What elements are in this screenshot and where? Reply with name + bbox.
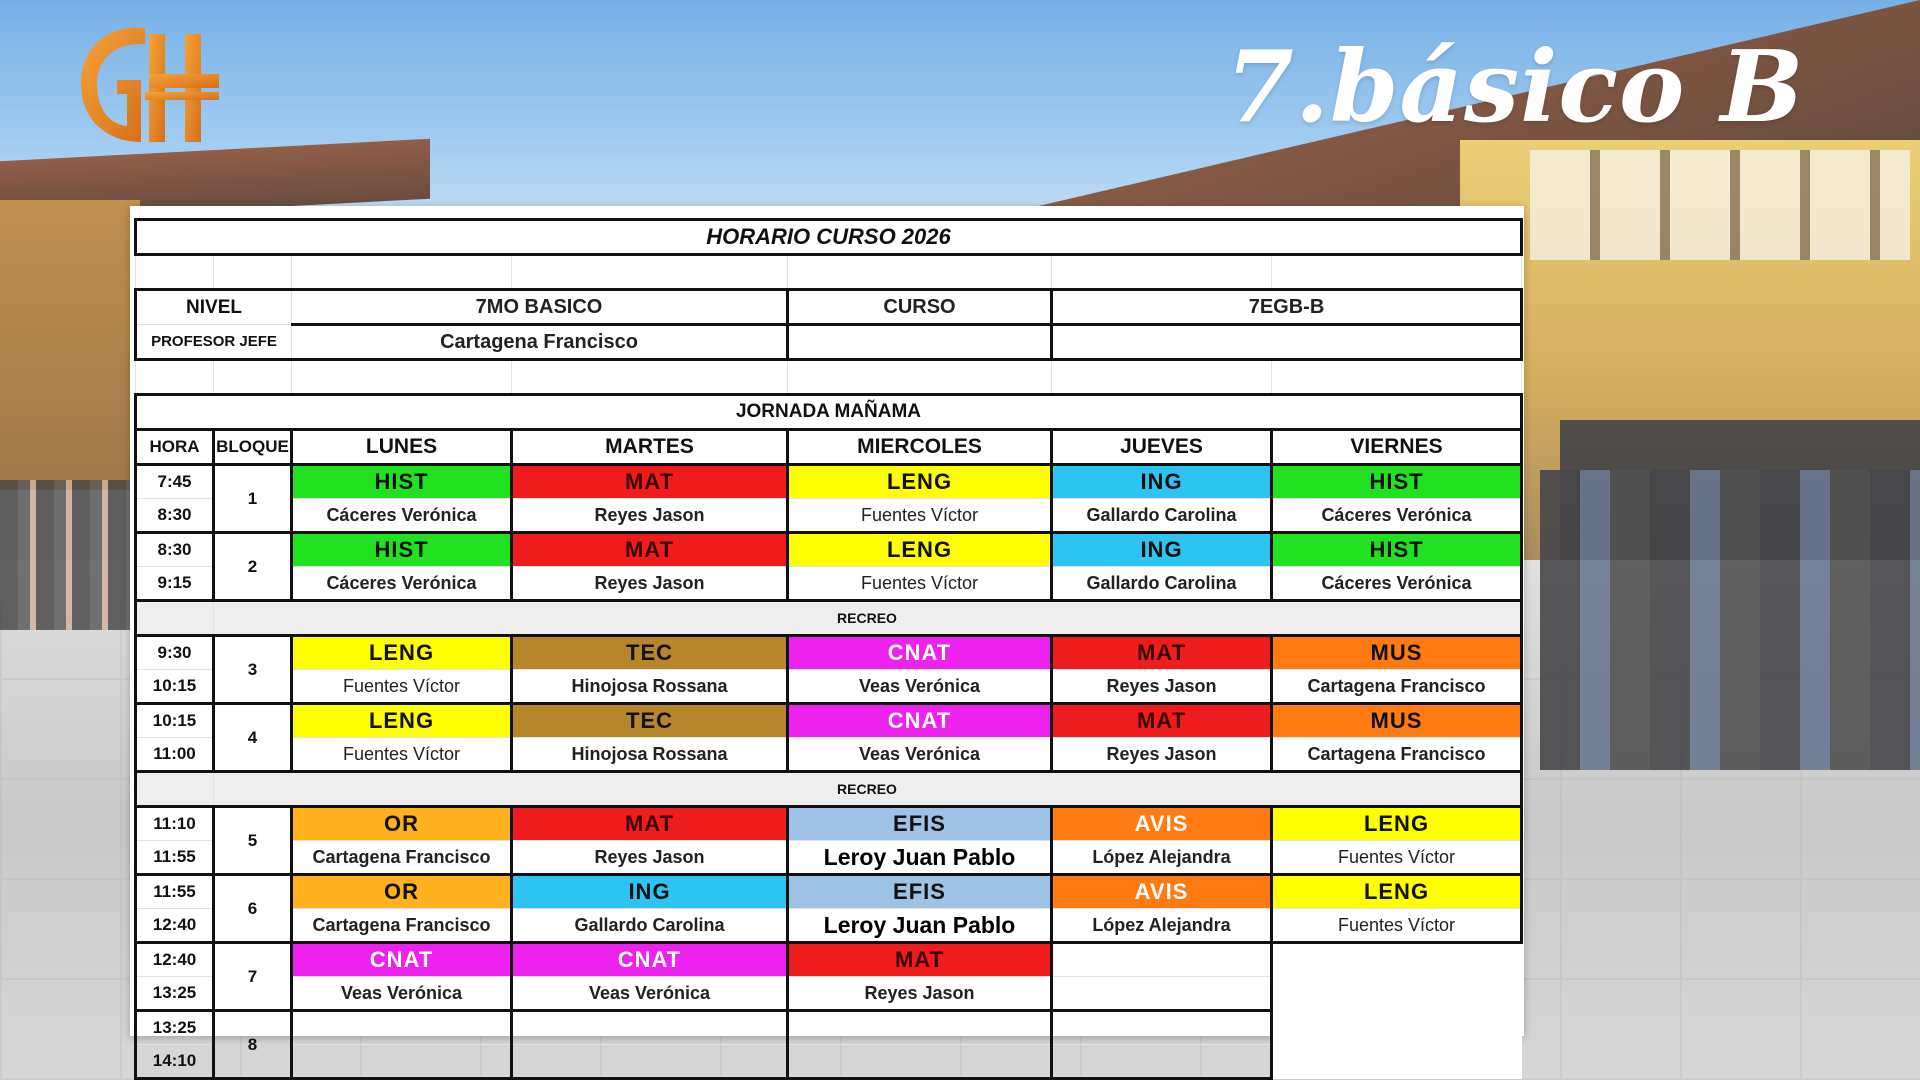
block-number: 6 [214,875,292,943]
subject-cell: HIST [292,465,512,499]
curso-value: 7EGB-B [1052,290,1522,325]
teacher-cell: Fuentes Víctor [292,670,512,704]
subject-cell: CNAT [292,943,512,977]
teacher-cell: Fuentes Víctor [788,567,1052,601]
subject-cell: AVIS [1052,875,1272,909]
teacher-cell: Veas Verónica [788,670,1052,704]
time-start: 10:15 [136,704,214,738]
schedule-sheet [130,206,1524,1070]
subject-cell: LENG [292,636,512,670]
jornada-label: JORNADA MAÑAMA [136,395,1522,430]
subject-cell: LENG [292,704,512,738]
teacher-cell: Cartagena Francisco [1272,738,1522,772]
subject-cell: EFIS [788,875,1052,909]
empty-cell [292,1011,512,1045]
block-number: 2 [214,533,292,601]
day-header: MARTES [512,430,788,465]
block-number: 5 [214,807,292,875]
teacher-cell: Gallardo Carolina [1052,567,1272,601]
subject-cell: LENG [1272,807,1522,841]
nivel-value: 7MO BASICO [292,290,788,325]
subject-cell: MAT [1052,636,1272,670]
teacher-cell: Gallardo Carolina [1052,499,1272,533]
subject-cell: MUS [1272,636,1522,670]
schedule-table [134,218,1523,1080]
hora-header: HORA [136,430,214,465]
subject-cell: HIST [1272,465,1522,499]
curso-extra-cell [788,325,1052,360]
time-start: 8:30 [136,533,214,567]
subject-cell: CNAT [788,636,1052,670]
subject-cell: OR [292,807,512,841]
teacher-cell: Veas Verónica [292,977,512,1011]
teacher-cell: Cartagena Francisco [292,841,512,875]
subject-cell: AVIS [1052,807,1272,841]
teacher-cell: Reyes Jason [512,841,788,875]
teacher-cell: Reyes Jason [1052,738,1272,772]
subject-cell: HIST [292,533,512,567]
empty-cell [1052,977,1272,1011]
time-end: 14:10 [136,1045,214,1079]
teacher-cell: Reyes Jason [788,977,1052,1011]
recreo-label: RECREO [214,772,1522,807]
teacher-cell: Leroy Juan Pablo [788,841,1052,875]
subject-cell: LENG [788,465,1052,499]
blank-cell [1272,1011,1522,1045]
recreo-spacer [136,772,214,807]
block-number: 4 [214,704,292,772]
time-start: 13:25 [136,1011,214,1045]
time-start: 11:10 [136,807,214,841]
teacher-cell: Cáceres Verónica [292,567,512,601]
day-header: LUNES [292,430,512,465]
teacher-cell: Leroy Juan Pablo [788,909,1052,943]
time-end: 12:40 [136,909,214,943]
empty-cell [788,1011,1052,1045]
blank-cell [1272,943,1522,977]
empty-cell [512,1011,788,1045]
empty-cell [1052,1045,1272,1079]
teacher-cell: Cáceres Verónica [1272,567,1522,601]
time-end: 11:55 [136,841,214,875]
subject-cell: MUS [1272,704,1522,738]
time-start: 7:45 [136,465,214,499]
time-end: 9:15 [136,567,214,601]
teacher-cell: Fuentes Víctor [292,738,512,772]
day-header: MIERCOLES [788,430,1052,465]
empty-cell [512,1045,788,1079]
teacher-cell: López Alejandra [1052,841,1272,875]
time-end: 10:15 [136,670,214,704]
bloque-header: BLOQUE [214,430,292,465]
subject-cell: HIST [1272,533,1522,567]
subject-cell: CNAT [788,704,1052,738]
teacher-cell: Fuentes Víctor [1272,909,1522,943]
empty-cell [788,1045,1052,1079]
subject-cell: MAT [788,943,1052,977]
time-end: 8:30 [136,499,214,533]
subject-cell: MAT [512,465,788,499]
subject-cell: LENG [788,533,1052,567]
teacher-cell: Reyes Jason [1052,670,1272,704]
subject-cell: ING [512,875,788,909]
subject-cell: TEC [512,636,788,670]
nivel-label: NIVEL [136,290,292,325]
empty-cell [292,1045,512,1079]
block-number: 1 [214,465,292,533]
teacher-cell: Fuentes Víctor [788,499,1052,533]
subject-cell: EFIS [788,807,1052,841]
teacher-cell: Cartagena Francisco [292,909,512,943]
profesor-jefe-label: PROFESOR JEFE [136,325,292,360]
teacher-cell: Hinojosa Rossana [512,738,788,772]
profesor-jefe-value: Cartagena Francisco [292,325,788,360]
teacher-cell: Hinojosa Rossana [512,670,788,704]
teacher-cell: Veas Verónica [512,977,788,1011]
teacher-cell: Veas Verónica [788,738,1052,772]
day-header: VIERNES [1272,430,1522,465]
subject-cell: OR [292,875,512,909]
teacher-cell: Gallardo Carolina [512,909,788,943]
block-number: 8 [214,1011,292,1079]
teacher-cell: Cáceres Verónica [292,499,512,533]
slide-title: 7.básico B [1225,30,1805,145]
subject-cell: ING [1052,533,1272,567]
recreo-spacer [136,601,214,636]
time-start: 11:55 [136,875,214,909]
blank-cell [1272,977,1522,1011]
teacher-cell: López Alejandra [1052,909,1272,943]
recreo-label: RECREO [214,601,1522,636]
teacher-cell: Cartagena Francisco [1272,670,1522,704]
teacher-cell: Fuentes Víctor [1272,841,1522,875]
subject-cell: MAT [1052,704,1272,738]
time-start: 9:30 [136,636,214,670]
teacher-cell: Reyes Jason [512,567,788,601]
empty-cell [1052,943,1272,977]
subject-cell: MAT [512,533,788,567]
subject-cell: MAT [512,807,788,841]
empty-cell [1052,1011,1272,1045]
time-end: 13:25 [136,977,214,1011]
subject-cell: CNAT [512,943,788,977]
teacher-cell: Reyes Jason [512,499,788,533]
school-logo [75,20,220,150]
time-start: 12:40 [136,943,214,977]
schedule-title: HORARIO CURSO 2026 [136,220,1522,255]
time-end: 11:00 [136,738,214,772]
teacher-cell: Cáceres Verónica [1272,499,1522,533]
curso-label: CURSO [788,290,1052,325]
block-number: 7 [214,943,292,1011]
subject-cell: LENG [1272,875,1522,909]
subject-cell: TEC [512,704,788,738]
subject-cell: ING [1052,465,1272,499]
curso-extra-cell-2 [1052,325,1522,360]
blank-cell [1272,1045,1522,1079]
day-header: JUEVES [1052,430,1272,465]
block-number: 3 [214,636,292,704]
